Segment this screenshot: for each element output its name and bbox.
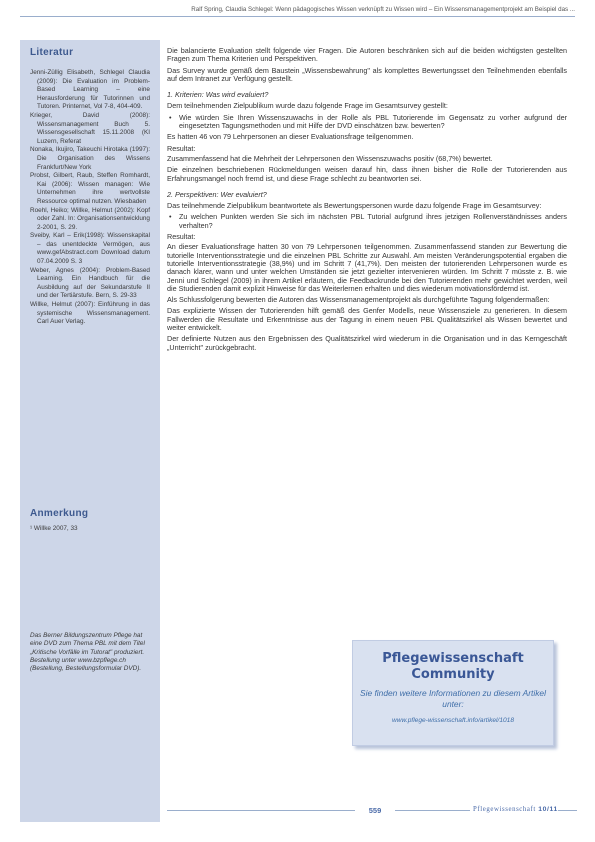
survey-question: • Zu welchen Punkten werden Sie sich im nächsten PBL Tutorial aufgrund ihres jetzigen Rollenverständnisses anders verhalten? (167, 213, 567, 230)
result-label: Resultat: (167, 143, 196, 153)
ad-title-line: Pflegewissenschaft (382, 651, 524, 666)
journal-issue: 10/11 (538, 806, 558, 813)
result-paragraph: Das explizierte Wissen der Tutorierenden hilft gemäß des Genfer Modells, neue Wissensziele zu generieren. In diesem Fallwerden die Resultate und Erkenntnisse aus der Tagung in einem neuen PBL Qualitätszirkel als Wissen bewertet und weiter entwickelt. (167, 306, 567, 333)
literature-entry: Nonaka, Ikujiro, Takeuchi Hirotaka (1997): Die Organisation des Wissens Frankfurt/New York (30, 146, 150, 171)
result-label: Resultat: (167, 232, 196, 242)
main-column (167, 47, 567, 355)
section-heading-criteria: 1. Kriterien: Was wird evaluiert? (167, 90, 269, 100)
notes-list (30, 525, 150, 534)
running-title: Ralf Spring, Claudia Schlegel: Wenn pädagogisches Wissen verknüpft zu Wissen wird – Ein Wissensmanagementprojekt am Beispiel das ... (191, 6, 575, 13)
journal-title: Pflegewissenschaft (473, 806, 536, 813)
result-paragraph: Zusammenfassend hat die Mehrheit der Lehrpersonen den Wissenszuwachs positiv (68,7%) bewertet. (167, 153, 493, 163)
section-heading-perspectives: 2. Perspektiven: Wer evaluiert? (167, 189, 267, 199)
ad-url-link[interactable]: www.pflege-wissenschaft.info/artikel/1018 (391, 717, 515, 724)
journal-name (470, 806, 558, 813)
result-paragraph: Der definierte Nutzen aus den Ergebnissen des Qualitätszirkel wird wiederum in die Organisation und in das Kerngeschäft „Unterricht" zurückgebracht. (167, 334, 567, 352)
section-lead: Dem teilnehmenden Zielpublikum wurde dazu folgende Frage im Gesamtsurvey gestellt: (167, 101, 448, 111)
page-header (0, 0, 595, 19)
literature-entry: Probst, Gilbert, Raub, Steffen Romhardt, Kai (2006): Wissen managen: Wie Unternehmen ihre wertvollste Ressource optimal nutzen. Wiesbaden (30, 172, 150, 205)
ad-title (353, 651, 553, 683)
survey-question: • Wie würden Sie Ihren Wissenszuwachs in der Rolle als PBL Tutorierende im Gegensatz zu vorher aufgrund der eingesetzten Tagungsmethoden und mit Hilfe der DVD einschätzen bzw. bewerten? (167, 114, 567, 131)
literature-list (30, 69, 150, 327)
participation-text: Es hatten 46 von 79 Lehrpersonen an dieser Evaluationsfrage teilgenommen. (167, 132, 414, 142)
notes-heading: Anmerkung (30, 508, 89, 519)
page-number: 559 (355, 806, 395, 815)
intro-paragraph: Das Survey wurde gemäß dem Baustein „Wissensbewahrung" als komplettes Bewertungsset den Teilnehmenden ebenfalls auf dem Intranet zur Verfügung gestellt. (167, 65, 567, 83)
intro-paragraph: Die balancierte Evaluation stellt folgende vier Fragen. Die Autoren beschränken sich auf die beiden wichtigsten gestellten Fragen zum Thema Kriterien und Perspektiven. (167, 46, 567, 64)
literature-entry: Krieger, David (2008): Wissensmanagement Buch 5. Wissensgesellschaft 15.11.2008 (KI Luzern, Referat (30, 111, 150, 145)
literature-entry: Sveiby, Karl – Erik(1998): Wissenskapital – das unentdeckte Vermögen, aus www.gefAbstract.com Download datum 07.04.2009 S. 3 (30, 232, 150, 266)
dvd-note: Das Berner Bildungszentrum Pflege hat eine DVD zum Thema PBL mit dem Titel „Kritische Vorfälle im Tutorat" produziert. Bestellung unter www.bzpflege.ch (Bestellung, Bestellungsformular DVD). (30, 632, 145, 673)
note-entry: ¹ Willke 2007, 33 (30, 525, 78, 532)
result-paragraph: An dieser Evaluationsfrage hatten 30 von 79 Lehrpersonen teilgenommen. Zusammenfassend standen zur Bewertung die tutorielle Interventionsstrategie und die einzelnen PBL Schritte zur Auswahl. Am meisten Veränderungspotential ergaben die tutorielle Interventionsstrategie (38,9%) und im Schritt 7 (41,7%). Den meisten der tutorierenden Lehrpersonen wurde es danach klarer, wann und unter welchen Umständen sie jetzt gezielter intervenieren würden. Im Schritt 7 müsste z. B. wie Jenni und Schlegel (2009) in ihrem Artikel erläutern, die Feedbackrunde bei den Tutorierenden mehr gewichtet werden, weil die Studierenden damit explizit Hinweise für das Weiterlernen erhalten und dies wiederum motivationsfördernd ist. (167, 242, 567, 293)
header-divider (20, 16, 575, 17)
ad-title-line: Community (411, 667, 495, 682)
result-paragraph: Die einzelnen beschriebenen Rückmeldungen weisen darauf hin, dass ihnen bisher die Rolle der Tutorierenden aus Erfahrungsmangel noch fremd ist, und diese Frage schlecht zu beantworten sei. (167, 165, 567, 183)
section-lead: Das teilnehmende Zielpublikum beantwortete als Bewertungspersonen wurde dazu folgende Frage im Gesamtsurvey: (167, 201, 542, 211)
literature-entry: Weber, Agnes (2004): Problem-Based Learning. Ein Handbuch für die Ausbildung auf der Sekundarstufe II und der Tertiärstufe. Bern, S. 29-33 (30, 266, 150, 300)
literature-entry: Jenni-Züllig Elisabeth, Schlegel Claudia (2009): Die Evaluation im Problem-Based Learning – eine Herausforderung für Tutorinnen und Tutoren. Printernet, Vol 7-8, 404-409. (30, 69, 150, 111)
result-paragraph: Als Schlussfolgerung bewerten die Autoren das Wissensmanagementprojekt als durchgeführte Tagung folgendermaßen: (167, 295, 550, 305)
community-ad-box (352, 640, 554, 746)
literature-heading: Literatur (30, 47, 74, 58)
sidebar (20, 40, 160, 822)
ad-subtitle: Sie finden weitere Informationen zu diesem Artikel unter: (360, 688, 546, 709)
literature-entry: Roehl, Heiko; Willke, Helmut (2002): Kopf oder Zahl. In: Organisationsentwicklung 2-2001, S. 29. (30, 206, 150, 231)
literature-entry: Willke, Helmut (2007): Einführung in das systemische Wissensmanagement. Carl Auer Verlag. (30, 301, 150, 326)
